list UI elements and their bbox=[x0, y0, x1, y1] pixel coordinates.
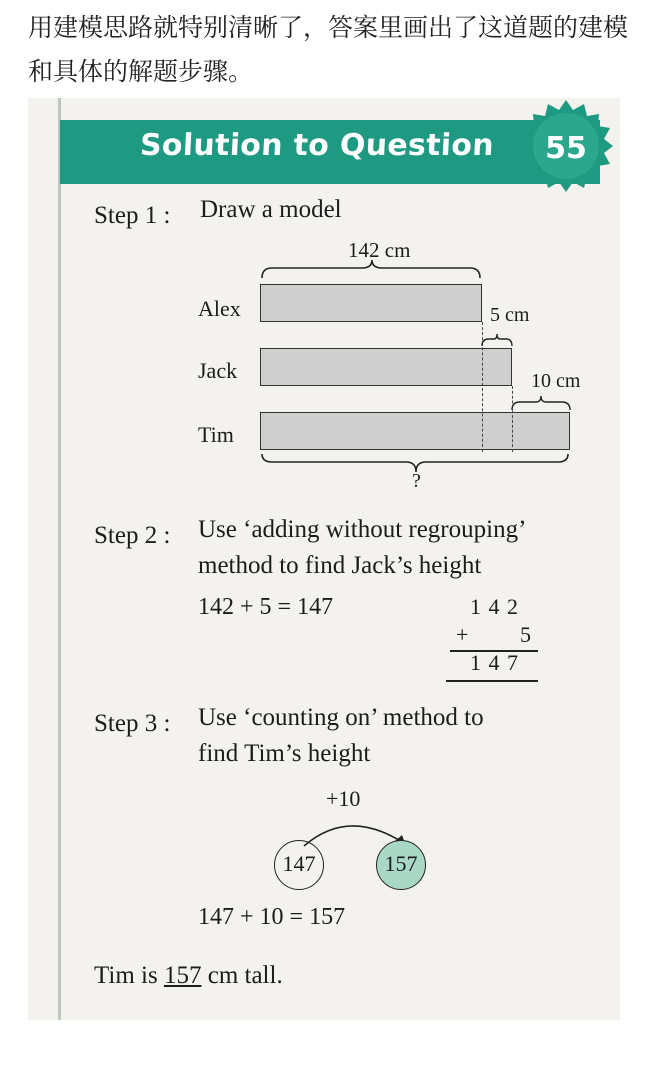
jack-extra-label: 5 cm bbox=[490, 304, 530, 326]
answer-value: 157 bbox=[163, 962, 202, 989]
step1-text: Draw a model bbox=[200, 196, 342, 223]
bar-alex bbox=[260, 284, 482, 322]
jump-label: +10 bbox=[326, 786, 361, 811]
start-number-circle: 147 bbox=[274, 840, 324, 890]
name-alex: Alex bbox=[198, 296, 241, 321]
banner-title: Solution to Question bbox=[139, 128, 495, 163]
step2-line1: Use ‘adding without regrouping’ bbox=[198, 516, 527, 543]
top-brace bbox=[258, 258, 488, 282]
tim-extra-brace bbox=[510, 394, 574, 412]
step3-line1: Use ‘counting on’ method to bbox=[198, 704, 484, 731]
answer-suffix: cm tall. bbox=[207, 962, 283, 989]
bar-jack bbox=[260, 348, 512, 386]
textbook-photo bbox=[28, 98, 620, 1020]
answer-prefix: Tim is bbox=[94, 962, 158, 989]
column-bottom-line bbox=[446, 680, 538, 682]
badge-number: 55 bbox=[545, 131, 587, 166]
step2-label: Step 2 : bbox=[94, 522, 171, 549]
column-plus-sign: + bbox=[456, 622, 469, 647]
tim-extra-label: 10 cm bbox=[531, 370, 581, 392]
step1-label: Step 1 : bbox=[94, 202, 171, 229]
step3-equation: 147 + 10 = 157 bbox=[198, 904, 346, 930]
unknown-total-label: ? bbox=[412, 470, 421, 492]
step3-label: Step 3 : bbox=[94, 710, 171, 737]
step2-line2: method to find Jack’s height bbox=[198, 552, 482, 579]
page-edge bbox=[58, 98, 61, 1020]
step3-line2: find Tim’s height bbox=[198, 740, 371, 767]
name-jack: Jack bbox=[198, 358, 238, 383]
answer-sentence bbox=[94, 962, 283, 990]
post-caption: 用建模思路就特别清晰了，答案里画出了这道题的建模和具体的解题步骤。 bbox=[28, 13, 629, 86]
jack-extra-brace bbox=[480, 332, 516, 348]
step2-equation: 142 + 5 = 147 bbox=[198, 594, 334, 620]
column-addend: 5 bbox=[520, 622, 531, 647]
column-result: 1 4 7 bbox=[470, 650, 519, 675]
bar-tim bbox=[260, 412, 570, 450]
number-line-jump-arrow bbox=[298, 806, 438, 850]
column-top-number: 1 4 2 bbox=[470, 594, 519, 619]
question-number-badge bbox=[518, 98, 614, 194]
end-number-circle: 157 bbox=[376, 840, 426, 890]
total-length-label: 142 cm bbox=[348, 238, 411, 262]
name-tim: Tim bbox=[198, 422, 234, 447]
